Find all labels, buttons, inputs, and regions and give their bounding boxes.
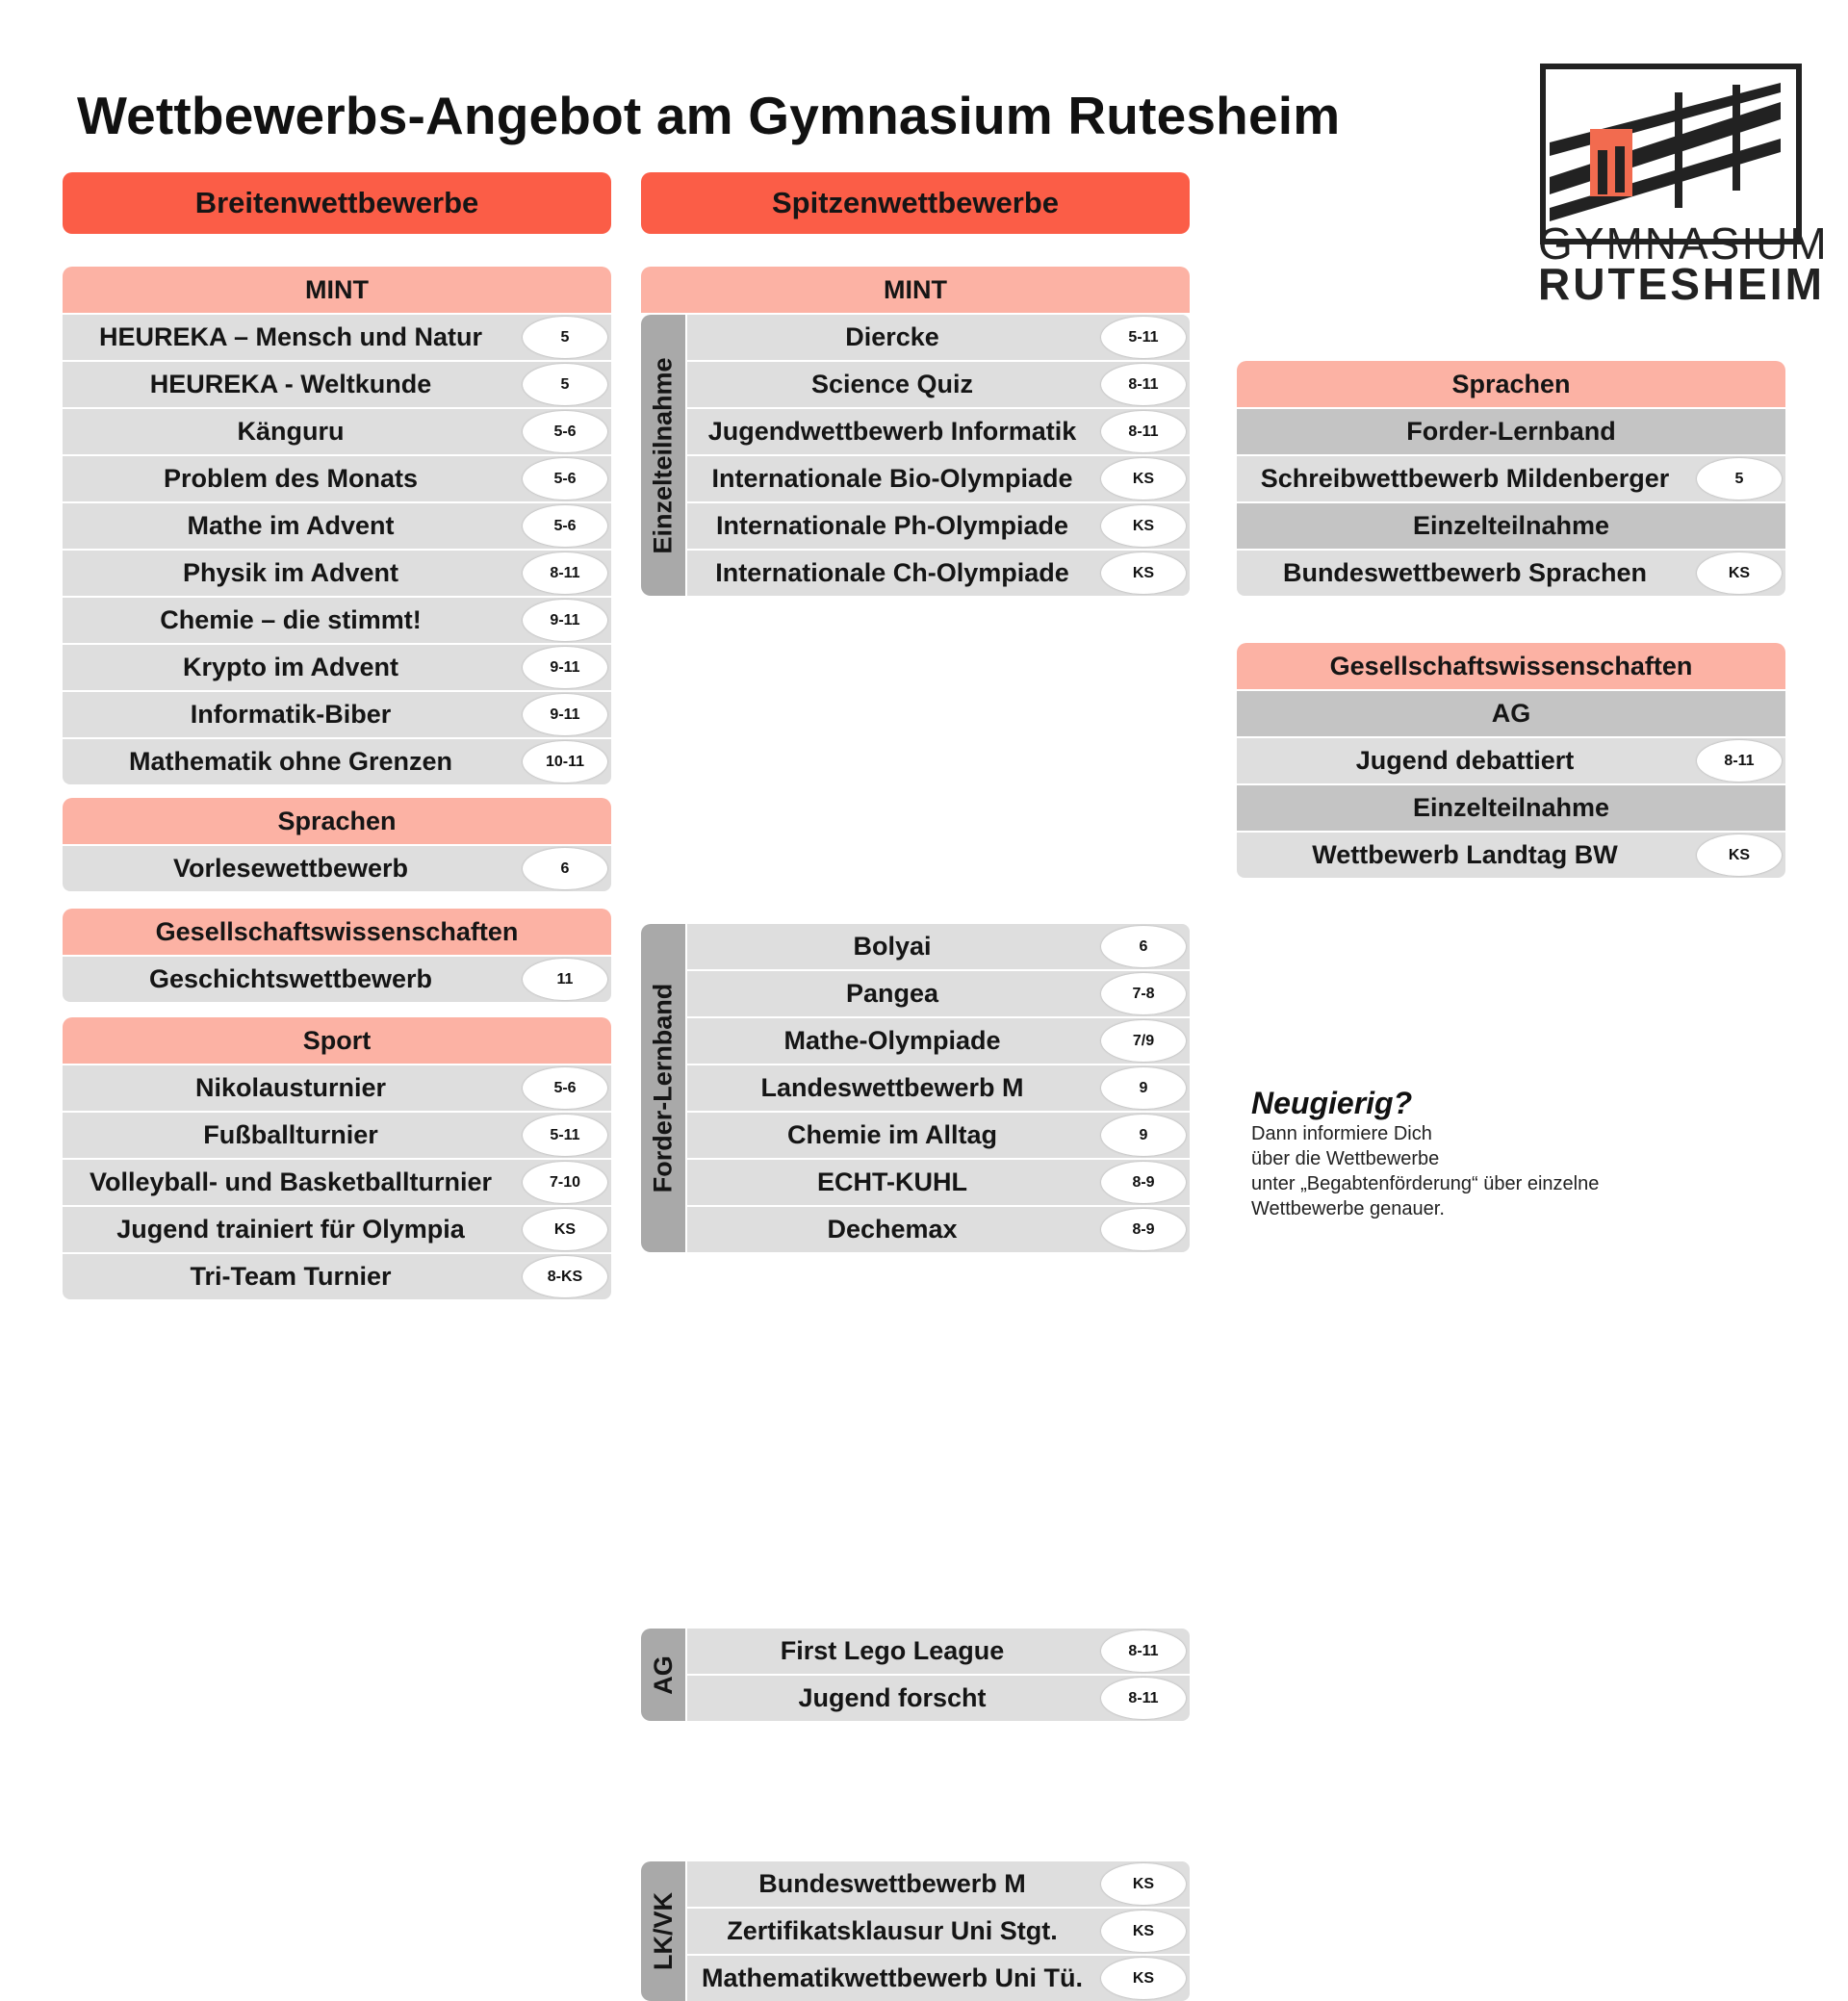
- list-item: [687, 1113, 1190, 1158]
- grade-badge: 7/9: [1101, 1020, 1186, 1062]
- grade-badge: 5-6: [523, 458, 607, 500]
- item-name: Mathe im Advent: [187, 511, 395, 540]
- breiten-sprachen-section: [63, 798, 611, 891]
- info-line: Wettbewerbe genauer.: [1251, 1198, 1445, 1219]
- item-name: Bundeswettbewerb M: [758, 1869, 1026, 1898]
- grade-badge: 9: [1101, 1115, 1186, 1156]
- list-item: [63, 503, 611, 549]
- list-item: [63, 957, 611, 1002]
- grade-badge: 8-11: [1697, 740, 1782, 782]
- grade-badge: 5: [1697, 458, 1782, 500]
- list-item: [63, 846, 611, 891]
- grade-badge: 9: [1101, 1067, 1186, 1109]
- item-name: Fußballturnier: [203, 1120, 378, 1149]
- item-name: Schreibwettbewerb Mildenberger: [1260, 464, 1670, 493]
- grade-badge: 8-9: [1101, 1162, 1186, 1203]
- item-name: Bolyai: [853, 932, 932, 961]
- grade-badge: 9-11: [523, 694, 607, 735]
- list-item: [687, 503, 1190, 549]
- breiten-gesellschaft-header: Gesellschaftswissenschaften: [63, 909, 611, 955]
- grade-badge: KS: [1101, 1911, 1186, 1952]
- item-name: Chemie – die stimmt!: [160, 605, 422, 634]
- list-item: [687, 1861, 1190, 1907]
- item-name: Nikolausturnier: [194, 1073, 387, 1102]
- item-name: Science Quiz: [810, 370, 974, 398]
- list-item: [687, 1160, 1190, 1205]
- list-item: [63, 1160, 611, 1205]
- list-item: [1237, 551, 1785, 596]
- grade-badge: KS: [1101, 505, 1186, 547]
- item-name: HEUREKA – Mensch und Natur: [98, 322, 483, 351]
- item-name: Wettbewerb Landtag BW: [1312, 840, 1618, 869]
- info-line: unter „Begabtenförderung“ über einzelne: [1251, 1173, 1600, 1194]
- item-name: Geschichtswettbewerb: [148, 964, 433, 993]
- right-sprachen-sub-forder: Forder-Lernband: [1237, 409, 1785, 454]
- grade-badge: 9-11: [523, 647, 607, 688]
- item-name: Pangea: [845, 979, 939, 1008]
- item-name: First Lego League: [780, 1636, 1005, 1665]
- grade-badge: 7-10: [523, 1162, 607, 1203]
- grade-badge: 5: [523, 317, 607, 358]
- item-name: Jugend forscht: [798, 1683, 987, 1712]
- grade-badge: 5-6: [523, 411, 607, 452]
- grade-badge: 8-11: [1101, 1678, 1186, 1719]
- breiten-sprachen-header: Sprachen: [63, 798, 611, 844]
- right-gesellschaft-header: Gesellschaftswissenschaften: [1237, 643, 1785, 689]
- list-item: [63, 645, 611, 690]
- list-item: [687, 1018, 1190, 1064]
- item-name: Jugend trainiert für Olympia: [116, 1215, 465, 1244]
- grade-badge: 8-9: [1101, 1209, 1186, 1250]
- grade-badge: KS: [1101, 1863, 1186, 1905]
- grade-badge: 8-11: [523, 552, 607, 594]
- info-box: [1251, 1086, 1790, 1221]
- list-item: [63, 1254, 611, 1299]
- item-name: Jugendwettbewerb Informatik: [707, 417, 1077, 446]
- list-item: [63, 598, 611, 643]
- item-name: Physik im Advent: [182, 558, 399, 587]
- list-item: [687, 971, 1190, 1016]
- breiten-sport-section: [63, 1017, 611, 1299]
- item-name: Internationale Ch-Olympiade: [715, 558, 1069, 587]
- item-name: Vorlesewettbewerb: [172, 854, 409, 883]
- logo-text-rutesheim: RUTESHEIM: [1538, 259, 1825, 309]
- grade-badge: 8-KS: [523, 1256, 607, 1297]
- item-name: Tri-Team Turnier: [190, 1262, 392, 1291]
- item-name: Chemie im Alltag: [786, 1120, 998, 1149]
- list-item: [63, 1113, 611, 1158]
- grade-badge: KS: [1101, 552, 1186, 594]
- list-item: [687, 362, 1190, 407]
- list-item: [63, 315, 611, 360]
- spitzen-column: [641, 172, 1190, 234]
- grade-badge: 10-11: [523, 741, 607, 782]
- item-name: Dechemax: [827, 1215, 958, 1244]
- logo-text-gymnasium: GYMNASIUM: [1538, 218, 1829, 269]
- item-name: Bundeswettbewerb Sprachen: [1282, 558, 1648, 587]
- right-gesellschaft-section: [1237, 643, 1785, 878]
- right-sprachen-header: Sprachen: [1237, 361, 1785, 407]
- grade-badge: 5-11: [523, 1115, 607, 1156]
- spitzen-header: Spitzenwettbewerbe: [641, 172, 1190, 234]
- spitzen-lkvk-group: [641, 1861, 1190, 2001]
- list-item: [63, 739, 611, 784]
- list-item: [687, 456, 1190, 501]
- grade-badge: 8-11: [1101, 411, 1186, 452]
- item-name: HEUREKA - Weltkunde: [149, 370, 432, 398]
- breiten-sport-header: Sport: [63, 1017, 611, 1064]
- spitzen-einzel-group: [641, 315, 1190, 596]
- breiten-gesellschaft-section: [63, 909, 611, 1002]
- item-name: Internationale Ph-Olympiade: [715, 511, 1069, 540]
- item-name: Zertifikatsklausur Uni Stgt.: [727, 1916, 1058, 1945]
- grade-badge: 8-11: [1101, 1630, 1186, 1672]
- forder-side-label: Forder-Lernband: [641, 924, 685, 1252]
- page-title: Wettbewerbs-Angebot am Gymnasium Rutesheim: [77, 86, 1341, 145]
- item-name: Volleyball- und Basketballturnier: [89, 1167, 493, 1196]
- grade-badge: KS: [1697, 552, 1782, 594]
- list-item: [687, 1207, 1190, 1252]
- breiten-header: Breitenwettbewerbe: [63, 172, 611, 234]
- item-name: Mathe-Olympiade: [783, 1026, 1001, 1055]
- right-gesellschaft-sub-ag: AG: [1237, 691, 1785, 736]
- grade-badge: 7-8: [1101, 973, 1186, 1014]
- list-item: [1237, 738, 1785, 783]
- item-name: Landeswettbewerb M: [760, 1073, 1024, 1102]
- right-sprachen-section: [1237, 361, 1785, 596]
- info-line: Dann informiere Dich: [1251, 1123, 1432, 1144]
- right-gesellschaft-sub-einzel: Einzelteilnahme: [1237, 785, 1785, 831]
- grade-badge: KS: [1697, 834, 1782, 876]
- grade-badge: 5-6: [523, 1067, 607, 1109]
- grade-badge: KS: [1101, 1958, 1186, 1999]
- item-name: Känguru: [237, 417, 345, 446]
- item-name: Mathematikwettbewerb Uni Tü.: [701, 1963, 1084, 1992]
- breiten-mint-section: [63, 267, 611, 784]
- list-item: [687, 1956, 1190, 2001]
- grade-badge: 11: [523, 959, 607, 1000]
- item-name: Krypto im Advent: [182, 653, 398, 681]
- info-line: über die Wettbewerbe: [1251, 1148, 1440, 1169]
- list-item: [687, 1065, 1190, 1111]
- item-name: Problem des Monats: [163, 464, 419, 493]
- list-item: [63, 1065, 611, 1111]
- list-item: [63, 409, 611, 454]
- spitzen-forder-group: [641, 924, 1190, 1252]
- item-name: Internationale Bio-Olympiade: [711, 464, 1073, 493]
- list-item: [687, 1676, 1190, 1721]
- list-item: [63, 362, 611, 407]
- grade-badge: 5: [523, 364, 607, 405]
- list-item: [687, 1629, 1190, 1674]
- grade-badge: 6: [523, 848, 607, 889]
- list-item: [63, 551, 611, 596]
- einzel-side-label: Einzelteilnahme: [641, 315, 685, 596]
- grade-badge: 5-11: [1101, 317, 1186, 358]
- list-item: [1237, 456, 1785, 501]
- list-item: [687, 1909, 1190, 1954]
- list-item: [63, 692, 611, 737]
- list-item: [687, 551, 1190, 596]
- grade-badge: KS: [1101, 458, 1186, 500]
- item-name: Mathematik ohne Grenzen: [128, 747, 453, 776]
- spitzen-ag-group: [641, 1629, 1190, 1721]
- spitzen-mint-section: [641, 267, 1190, 313]
- item-name: Diercke: [845, 322, 939, 351]
- lkvk-side-label: LK/VK: [641, 1861, 685, 2001]
- item-name: Jugend debattiert: [1355, 746, 1575, 775]
- list-item: [63, 456, 611, 501]
- info-heading: Neugierig?: [1251, 1086, 1413, 1120]
- grade-badge: KS: [523, 1209, 607, 1250]
- breiten-mint-header: MINT: [63, 267, 611, 313]
- list-item: [63, 1207, 611, 1252]
- grade-badge: 8-11: [1101, 364, 1186, 405]
- breiten-column: [63, 172, 611, 234]
- right-sprachen-sub-einzel: Einzelteilnahme: [1237, 503, 1785, 549]
- list-item: [687, 924, 1190, 969]
- list-item: [687, 409, 1190, 454]
- list-item: [687, 315, 1190, 360]
- spitzen-mint-header: MINT: [641, 267, 1190, 313]
- grade-badge: 5-6: [523, 505, 607, 547]
- grade-badge: 9-11: [523, 600, 607, 641]
- ag-side-label: AG: [641, 1629, 685, 1721]
- list-item: [1237, 833, 1785, 878]
- item-name: Informatik-Biber: [190, 700, 392, 729]
- grade-badge: 6: [1101, 926, 1186, 967]
- item-name: ECHT-KUHL: [817, 1167, 967, 1196]
